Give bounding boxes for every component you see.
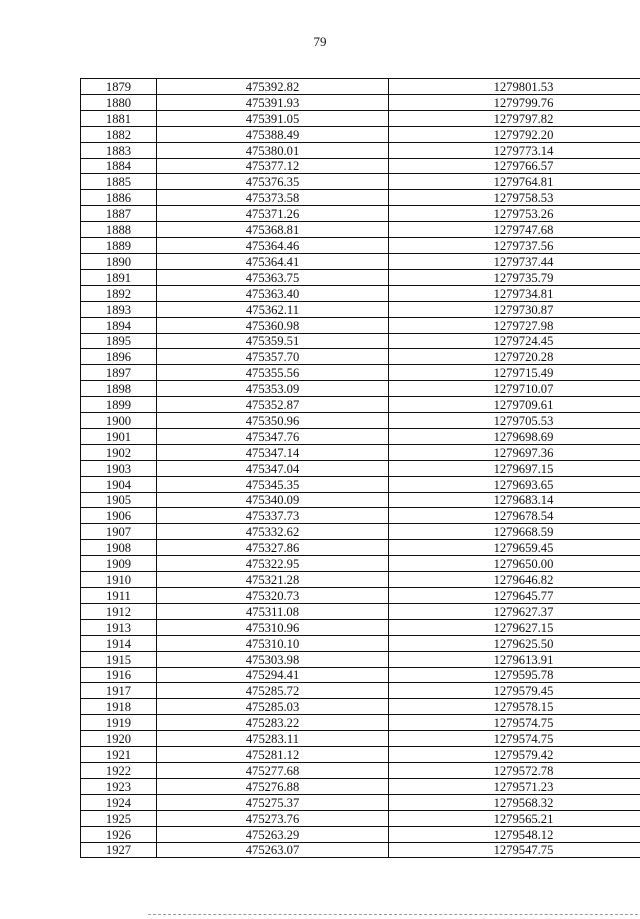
table-row xyxy=(81,699,640,715)
point-number-cell: 1909 xyxy=(81,556,157,572)
y-coordinate-cell: 1279693.65 xyxy=(389,476,640,492)
point-number-cell: 1899 xyxy=(81,397,157,413)
point-number-cell: 1917 xyxy=(81,683,157,699)
y-coordinate-cell: 1279705.53 xyxy=(389,413,640,429)
x-coordinate-cell: 475321.28 xyxy=(157,572,389,588)
x-coordinate-cell: 475283.11 xyxy=(157,731,389,747)
y-coordinate-cell: 1279565.21 xyxy=(389,810,640,826)
table-row xyxy=(81,572,640,588)
x-coordinate-cell: 475347.14 xyxy=(157,444,389,460)
table-row xyxy=(81,333,640,349)
x-coordinate-cell: 475283.22 xyxy=(157,715,389,731)
y-coordinate-cell: 1279715.49 xyxy=(389,365,640,381)
y-coordinate-cell: 1279668.59 xyxy=(389,524,640,540)
x-coordinate-cell: 475294.41 xyxy=(157,667,389,683)
x-coordinate-cell: 475355.56 xyxy=(157,365,389,381)
y-coordinate-cell: 1279737.56 xyxy=(389,238,640,254)
x-coordinate-cell: 475332.62 xyxy=(157,524,389,540)
table-row xyxy=(81,126,640,142)
point-number-cell: 1912 xyxy=(81,603,157,619)
y-coordinate-cell: 1279659.45 xyxy=(389,540,640,556)
y-coordinate-cell: 1279547.75 xyxy=(389,842,640,858)
table-row xyxy=(81,413,640,429)
x-coordinate-cell: 475340.09 xyxy=(157,492,389,508)
x-coordinate-cell: 475277.68 xyxy=(157,762,389,778)
x-coordinate-cell: 475320.73 xyxy=(157,588,389,604)
y-coordinate-cell: 1279737.44 xyxy=(389,253,640,269)
x-coordinate-cell: 475310.10 xyxy=(157,635,389,651)
y-coordinate-cell: 1279646.82 xyxy=(389,572,640,588)
x-coordinate-cell: 475388.49 xyxy=(157,126,389,142)
y-coordinate-cell: 1279697.15 xyxy=(389,460,640,476)
x-coordinate-cell: 475362.11 xyxy=(157,301,389,317)
point-number-cell: 1911 xyxy=(81,588,157,604)
y-coordinate-cell: 1279734.81 xyxy=(389,285,640,301)
x-coordinate-cell: 475303.98 xyxy=(157,651,389,667)
x-coordinate-cell: 475391.93 xyxy=(157,94,389,110)
y-coordinate-cell: 1279578.15 xyxy=(389,699,640,715)
y-coordinate-cell: 1279574.75 xyxy=(389,731,640,747)
x-coordinate-cell: 475371.26 xyxy=(157,206,389,222)
point-number-cell: 1891 xyxy=(81,269,157,285)
point-number-cell: 1879 xyxy=(81,79,157,95)
x-coordinate-cell: 475377.12 xyxy=(157,158,389,174)
y-coordinate-cell: 1279764.81 xyxy=(389,174,640,190)
point-number-cell: 1886 xyxy=(81,190,157,206)
point-number-cell: 1915 xyxy=(81,651,157,667)
y-coordinate-cell: 1279595.78 xyxy=(389,667,640,683)
table-row xyxy=(81,651,640,667)
table-row xyxy=(81,810,640,826)
point-number-cell: 1889 xyxy=(81,238,157,254)
y-coordinate-cell: 1279627.15 xyxy=(389,619,640,635)
point-number-cell: 1900 xyxy=(81,413,157,429)
table-row xyxy=(81,349,640,365)
table-row xyxy=(81,731,640,747)
point-number-cell: 1892 xyxy=(81,285,157,301)
table-row xyxy=(81,842,640,858)
x-coordinate-cell: 475327.86 xyxy=(157,540,389,556)
table-row xyxy=(81,238,640,254)
point-number-cell: 1923 xyxy=(81,778,157,794)
point-number-cell: 1902 xyxy=(81,444,157,460)
table-row xyxy=(81,762,640,778)
point-number-cell: 1880 xyxy=(81,94,157,110)
x-coordinate-cell: 475380.01 xyxy=(157,142,389,158)
y-coordinate-cell: 1279792.20 xyxy=(389,126,640,142)
table-row xyxy=(81,508,640,524)
x-coordinate-cell: 475347.76 xyxy=(157,428,389,444)
table-row xyxy=(81,826,640,842)
x-coordinate-cell: 475392.82 xyxy=(157,79,389,95)
point-number-cell: 1921 xyxy=(81,747,157,763)
point-number-cell: 1884 xyxy=(81,158,157,174)
y-coordinate-cell: 1279724.45 xyxy=(389,333,640,349)
y-coordinate-cell: 1279613.91 xyxy=(389,651,640,667)
y-coordinate-cell: 1279645.77 xyxy=(389,588,640,604)
point-number-cell: 1898 xyxy=(81,381,157,397)
x-coordinate-cell: 475310.96 xyxy=(157,619,389,635)
table-row xyxy=(81,94,640,110)
point-number-cell: 1888 xyxy=(81,222,157,238)
coordinate-table-body xyxy=(81,79,640,858)
y-coordinate-cell: 1279579.45 xyxy=(389,683,640,699)
y-coordinate-cell: 1279773.14 xyxy=(389,142,640,158)
x-coordinate-cell: 475391.05 xyxy=(157,110,389,126)
y-coordinate-cell: 1279568.32 xyxy=(389,794,640,810)
y-coordinate-cell: 1279797.82 xyxy=(389,110,640,126)
x-coordinate-cell: 475360.98 xyxy=(157,317,389,333)
x-coordinate-cell: 475275.37 xyxy=(157,794,389,810)
point-number-cell: 1894 xyxy=(81,317,157,333)
y-coordinate-cell: 1279571.23 xyxy=(389,778,640,794)
table-row xyxy=(81,667,640,683)
table-row xyxy=(81,588,640,604)
table-row xyxy=(81,110,640,126)
x-coordinate-cell: 475364.46 xyxy=(157,238,389,254)
y-coordinate-cell: 1279579.42 xyxy=(389,747,640,763)
x-coordinate-cell: 475357.70 xyxy=(157,349,389,365)
table-row xyxy=(81,747,640,763)
point-number-cell: 1922 xyxy=(81,762,157,778)
point-number-cell: 1895 xyxy=(81,333,157,349)
x-coordinate-cell: 475337.73 xyxy=(157,508,389,524)
table-row xyxy=(81,206,640,222)
x-coordinate-cell: 475350.96 xyxy=(157,413,389,429)
table-row xyxy=(81,444,640,460)
table-row xyxy=(81,222,640,238)
table-row xyxy=(81,253,640,269)
point-number-cell: 1908 xyxy=(81,540,157,556)
table-row xyxy=(81,683,640,699)
x-coordinate-cell: 475322.95 xyxy=(157,556,389,572)
point-number-cell: 1920 xyxy=(81,731,157,747)
table-row xyxy=(81,174,640,190)
point-number-cell: 1907 xyxy=(81,524,157,540)
y-coordinate-cell: 1279683.14 xyxy=(389,492,640,508)
y-coordinate-cell: 1279548.12 xyxy=(389,826,640,842)
point-number-cell: 1897 xyxy=(81,365,157,381)
table-row xyxy=(81,778,640,794)
x-coordinate-cell: 475368.81 xyxy=(157,222,389,238)
y-coordinate-cell: 1279720.28 xyxy=(389,349,640,365)
x-coordinate-cell: 475359.51 xyxy=(157,333,389,349)
y-coordinate-cell: 1279799.76 xyxy=(389,94,640,110)
point-number-cell: 1910 xyxy=(81,572,157,588)
table-row xyxy=(81,142,640,158)
x-coordinate-cell: 475353.09 xyxy=(157,381,389,397)
table-row xyxy=(81,190,640,206)
x-coordinate-cell: 475363.40 xyxy=(157,285,389,301)
table-row xyxy=(81,603,640,619)
table-row xyxy=(81,635,640,651)
point-number-cell: 1914 xyxy=(81,635,157,651)
point-number-cell: 1919 xyxy=(81,715,157,731)
bottom-edge-line xyxy=(148,914,638,915)
y-coordinate-cell: 1279572.78 xyxy=(389,762,640,778)
x-coordinate-cell: 475273.76 xyxy=(157,810,389,826)
x-coordinate-cell: 475347.04 xyxy=(157,460,389,476)
y-coordinate-cell: 1279697.36 xyxy=(389,444,640,460)
coordinate-table xyxy=(80,78,640,858)
y-coordinate-cell: 1279735.79 xyxy=(389,269,640,285)
table-row xyxy=(81,317,640,333)
y-coordinate-cell: 1279678.54 xyxy=(389,508,640,524)
table-row xyxy=(81,428,640,444)
point-number-cell: 1885 xyxy=(81,174,157,190)
point-number-cell: 1881 xyxy=(81,110,157,126)
point-number-cell: 1918 xyxy=(81,699,157,715)
point-number-cell: 1916 xyxy=(81,667,157,683)
point-number-cell: 1887 xyxy=(81,206,157,222)
table-row xyxy=(81,794,640,810)
y-coordinate-cell: 1279625.50 xyxy=(389,635,640,651)
point-number-cell: 1893 xyxy=(81,301,157,317)
y-coordinate-cell: 1279627.37 xyxy=(389,603,640,619)
point-number-cell: 1904 xyxy=(81,476,157,492)
x-coordinate-cell: 475352.87 xyxy=(157,397,389,413)
x-coordinate-cell: 475276.88 xyxy=(157,778,389,794)
table-row xyxy=(81,460,640,476)
table-row xyxy=(81,285,640,301)
point-number-cell: 1883 xyxy=(81,142,157,158)
x-coordinate-cell: 475263.07 xyxy=(157,842,389,858)
point-number-cell: 1926 xyxy=(81,826,157,842)
table-row xyxy=(81,715,640,731)
y-coordinate-cell: 1279730.87 xyxy=(389,301,640,317)
table-row xyxy=(81,540,640,556)
y-coordinate-cell: 1279758.53 xyxy=(389,190,640,206)
table-row xyxy=(81,556,640,572)
table-row xyxy=(81,619,640,635)
x-coordinate-cell: 475263.29 xyxy=(157,826,389,842)
y-coordinate-cell: 1279766.57 xyxy=(389,158,640,174)
point-number-cell: 1905 xyxy=(81,492,157,508)
table-row xyxy=(81,381,640,397)
y-coordinate-cell: 1279650.00 xyxy=(389,556,640,572)
y-coordinate-cell: 1279710.07 xyxy=(389,381,640,397)
x-coordinate-cell: 475373.58 xyxy=(157,190,389,206)
x-coordinate-cell: 475281.12 xyxy=(157,747,389,763)
y-coordinate-cell: 1279574.75 xyxy=(389,715,640,731)
table-row xyxy=(81,79,640,95)
table-row xyxy=(81,524,640,540)
table-row xyxy=(81,301,640,317)
y-coordinate-cell: 1279727.98 xyxy=(389,317,640,333)
x-coordinate-cell: 475363.75 xyxy=(157,269,389,285)
table-row xyxy=(81,269,640,285)
table-row xyxy=(81,476,640,492)
x-coordinate-cell: 475285.72 xyxy=(157,683,389,699)
table-row xyxy=(81,492,640,508)
point-number-cell: 1913 xyxy=(81,619,157,635)
x-coordinate-cell: 475285.03 xyxy=(157,699,389,715)
table-row xyxy=(81,397,640,413)
table-row xyxy=(81,158,640,174)
y-coordinate-cell: 1279747.68 xyxy=(389,222,640,238)
x-coordinate-cell: 475311.08 xyxy=(157,603,389,619)
x-coordinate-cell: 475345.35 xyxy=(157,476,389,492)
point-number-cell: 1890 xyxy=(81,253,157,269)
point-number-cell: 1924 xyxy=(81,794,157,810)
page-number: 79 xyxy=(313,34,327,49)
x-coordinate-cell: 475376.35 xyxy=(157,174,389,190)
y-coordinate-cell: 1279698.69 xyxy=(389,428,640,444)
point-number-cell: 1927 xyxy=(81,842,157,858)
point-number-cell: 1882 xyxy=(81,126,157,142)
point-number-cell: 1925 xyxy=(81,810,157,826)
point-number-cell: 1906 xyxy=(81,508,157,524)
table-row xyxy=(81,365,640,381)
y-coordinate-cell: 1279753.26 xyxy=(389,206,640,222)
y-coordinate-cell: 1279801.53 xyxy=(389,79,640,95)
x-coordinate-cell: 475364.41 xyxy=(157,253,389,269)
point-number-cell: 1901 xyxy=(81,428,157,444)
y-coordinate-cell: 1279709.61 xyxy=(389,397,640,413)
point-number-cell: 1896 xyxy=(81,349,157,365)
point-number-cell: 1903 xyxy=(81,460,157,476)
